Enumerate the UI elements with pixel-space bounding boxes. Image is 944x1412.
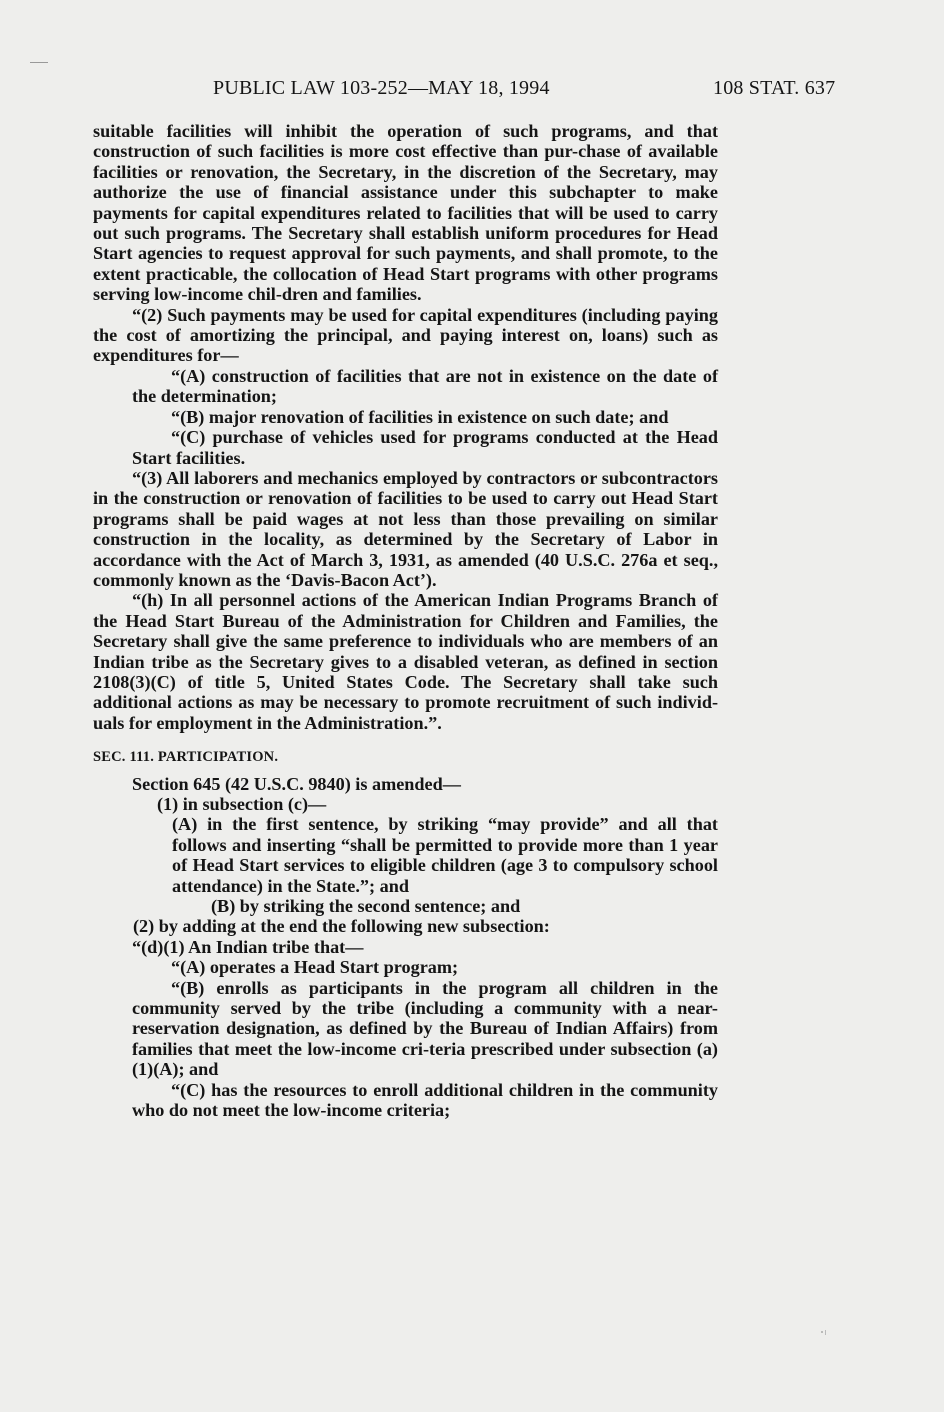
clause-dC: “(C) has the resources to enroll additional children in the community who do not meet the low-income criteria; bbox=[132, 1079, 718, 1121]
clause-2b: “(B) major renovation of facilities in existence on such date; and bbox=[171, 406, 669, 427]
paragraph-2: “(2) Such payments may be used for capital expenditures (including paying the cost of amortizing the principal, and paying interest on, loans) such as expenditures for— bbox=[93, 304, 718, 366]
item-1b: (B) by striking the second sentence; and bbox=[211, 896, 521, 917]
paragraph-3: “(3) All laborers and mechanics employed by contractors or subcontractors in the construction or renovation of facilities to be used to carry out Head Start programs shall be paid wages at not less than those prevailing on similar construction in the locality, as determined by the Secretary of Labor in accordance with the Act of March 3, 1931, as amended (40 U.S.C. 276a et seq., commonly known as the ‘Davis-Bacon Act’). bbox=[93, 467, 718, 590]
page-stat-number: 108 STAT. 637 bbox=[713, 77, 836, 99]
item-1: (1) in subsection (c)— bbox=[157, 794, 327, 814]
section-intro: Section 645 (42 U.S.C. 9840) is amended— bbox=[132, 773, 461, 794]
scan-speck bbox=[820, 1328, 828, 1336]
body-text bbox=[93, 121, 718, 1121]
subsection-h: “(h) In all personnel actions of the American Indian Programs Branch of the Head Start Bureau of the Administration for Children and Families, the Secretary shall give the same preference to individuals who are members of an Indian tribe as the Secretary gives to a disabled veteran, as defined in section 2108(3)(C) of title 5, United States Code. The Secretary shall take such additional actions as may be necessary to promote recruitment of such individ-uals for employment in the Administration.”. bbox=[93, 590, 718, 733]
item-2: (2) by adding at the end the following new subsection: bbox=[133, 916, 550, 937]
clause-2a: “(A) construction of facilities that are not in existence on the date of the determination; bbox=[132, 365, 718, 407]
margin-mark bbox=[30, 62, 48, 63]
subsection-d1: “(d)(1) An Indian tribe that— bbox=[132, 936, 364, 957]
section-heading: SEC. 111. PARTICIPATION. bbox=[93, 749, 279, 766]
running-header-title: PUBLIC LAW 103-252—MAY 18, 1994 bbox=[213, 77, 550, 99]
clause-2c: “(C) purchase of vehicles used for programs conducted at the Head Start facilities. bbox=[132, 427, 718, 468]
clause-dA: “(A) operates a Head Start program; bbox=[171, 957, 459, 978]
clause-dB: “(B) enrolls as participants in the program all children in the community served by the tribe (including a community with a near-reservation designation, as defined by the Bureau of Indian Affairs) from families that meet the low-income cri-teria prescribed under subsection (a)(1)(A); and bbox=[132, 977, 718, 1080]
item-1a: (A) in the first sentence, by striking “may provide” and all that follows and inserting “shall be permitted to provide more than 1 year of Head Start services to eligible children (age 3 to compulsory school attendance) in the State.”; and bbox=[172, 814, 718, 896]
paragraph-continuation: suitable facilities will inhibit the operation of such programs, and that construction of such facilities is more cost effective than pur-chase of available facilities or renovation, the Secretary, in the discretion of the Secretary, may authorize the use of financial assistance under this subchapter to make payments for capital expenditures related to facilities that will be used to carry out such programs. The Secretary shall establish uniform procedures for Head Start agencies to request approval for such payments, and shall promote, to the extent practicable, the collocation of Head Start programs with other programs serving low-income chil-dren and families. bbox=[93, 121, 718, 305]
